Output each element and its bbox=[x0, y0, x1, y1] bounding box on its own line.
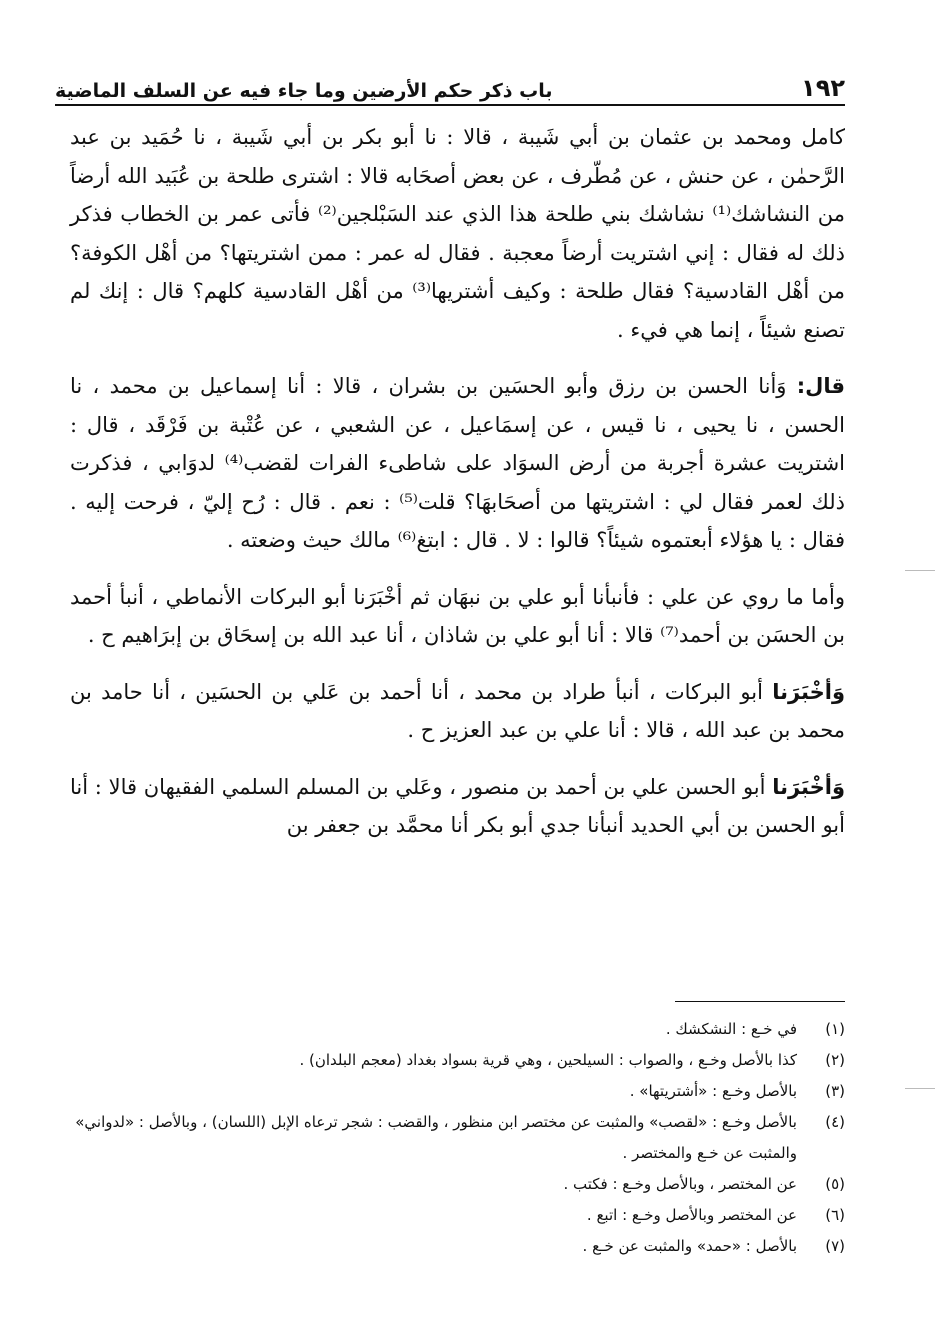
footnote-text: عن المختصر وبالأصل وخـع : اتبع . bbox=[586, 1206, 797, 1224]
margin-mark bbox=[905, 1088, 935, 1089]
footnote bbox=[70, 1200, 845, 1231]
paragraph-3-text: وأما ما روي عن علي : فأنبأنا أبو علي بن نبهَان ثم أخْبَرَنا أبو البركات الأنماطي ، أنبأ أحمد بن الحسَن بن أحمد⁽⁷⁾ قالا : أنا أبو علي بن شاذان ، أنا عبد الله بن إسحَاق بن إبرَاهيم ح . bbox=[70, 584, 845, 647]
footnote bbox=[70, 1169, 845, 1200]
margin-mark bbox=[905, 570, 935, 571]
footnote-rule bbox=[675, 1001, 845, 1002]
footnote bbox=[70, 1231, 845, 1262]
paragraph-5 bbox=[70, 768, 845, 845]
paragraph-5-text: أبو الحسن علي بن أحمد بن منصور ، وعَلي بن المسلم السلمي الفقيهان قالا : أنا أبو الحسن بن أبي الحديد أنبأنا جدي أبو بكر أنا محمَّد بن جعفر بن bbox=[70, 774, 845, 837]
paragraph-2-text: وَأنا الحسن بن رزق وأبو الحسَين بن بشران ، قالا : أنا إسماعيل بن محمد ، نا الحسن ، نا يحيى ، نا قيس ، عن إسمَاعيل ، عن الشعبي ، عن عُتْبة بن فَرْقَد ، قال : اشتريت عشرة أجربة من أرض السوَاد على شاطىء الفرات لقضب⁽⁴⁾ لدوَابي ، فذكرت ذلك لعمر فقال لي : اشتريتها من أصحَابهَا؟ قلت⁽⁵⁾ : نعم . قال : رُح إليّ ، فرحت إليه . فقال : يا هؤلاء أبعتموه شيئاً؟ قالوا : لا . قال : ابتغ⁽⁶⁾ مالك حيث وضعته . bbox=[70, 374, 845, 552]
footnotes bbox=[70, 1014, 845, 1262]
paragraph-2-lead: قال: bbox=[796, 374, 845, 398]
footnote-text: في خـع : النشكشك . bbox=[665, 1020, 797, 1038]
footnote bbox=[70, 1014, 845, 1045]
paragraph-4-text: أبو البركات ، أنبأ طراد بن محمد ، أنا أحمد بن عَلي بن الحسَين ، أنا حامد بن محمد بن عبد الله ، قالا : أنا علي بن عبد العزيز ح . bbox=[70, 679, 845, 742]
paragraph-5-lead: وَأخْبَرَنا bbox=[772, 774, 845, 799]
paragraph-3 bbox=[70, 578, 845, 655]
footnote-text: بالأصل وخـع : «لقصب» والمثبت عن مختصر ابن منظور ، والقضب : شجر ترعاه الإبل (اللسان) ، وبالأصل : «لدواني» والمثبت عن خـع والمختصر . bbox=[75, 1113, 797, 1162]
footnote-number: (١) bbox=[825, 1020, 845, 1038]
running-title: باب ذكر حكم الأرضين وما جاء فيه عن السلف الماضية bbox=[55, 80, 553, 102]
footnote-number: (٤) bbox=[825, 1113, 845, 1131]
page-number: ١٩٢ bbox=[801, 74, 845, 102]
paragraph-1 bbox=[70, 118, 845, 349]
paragraph-4-lead: وَأخْبَرَنا bbox=[772, 679, 845, 704]
footnote-number: (٧) bbox=[825, 1237, 845, 1255]
footnote-number: (٥) bbox=[825, 1175, 845, 1193]
footnote-number: (٦) bbox=[825, 1206, 845, 1224]
footnote-text: كذا بالأصل وخـع ، والصواب : السيلحين ، وهي قرية بسواد بغداد (معجم البلدان) . bbox=[299, 1051, 797, 1069]
footnote-text: بالأصل : «حمد» والمثبت عن خـع . bbox=[582, 1237, 797, 1255]
footnote-text: عن المختصر ، وبالأصل وخـع : فكتب . bbox=[563, 1175, 797, 1193]
paragraph-2 bbox=[70, 367, 845, 560]
header-rule bbox=[55, 104, 845, 106]
main-text bbox=[70, 118, 845, 845]
page-header bbox=[55, 62, 845, 102]
paragraph-1-text: كامل ومحمد بن عثمان بن أبي شَيبة ، قالا : نا أبو بكر بن أبي شَيبة ، نا حُمَيد بن عبد الرَّحمٰن ، عن حنش ، عن مُطّرف ، عن بعض أصحَابه قالا : اشترى طلحة بن عُبَيد الله أرضاً من النشاشك⁽¹⁾ نشاشك بني طلحة هذا الذي عند السَبْلجين⁽²⁾ فأتى عمر بن الخطاب فذكر ذلك له فقال : إني اشتريت أرضاً معجبة . فقال له عمر : ممن اشتريتها؟ من أهْل الكوفة؟ من أهْل القادسية؟ فقال طلحة : وكيف أشتريها⁽³⁾ من أهْل القادسية كلهم؟ قال : إنك لم تصنع شيئاً ، إنما هي فيء . bbox=[70, 125, 845, 342]
footnote bbox=[70, 1045, 845, 1076]
paragraph-4 bbox=[70, 673, 845, 750]
footnote-number: (٣) bbox=[825, 1082, 845, 1100]
footnote bbox=[70, 1107, 845, 1169]
footnote bbox=[70, 1076, 845, 1107]
footnote-text: بالأصل وخـع : «أشتريتها» . bbox=[629, 1082, 797, 1100]
footnote-number: (٢) bbox=[825, 1051, 845, 1069]
